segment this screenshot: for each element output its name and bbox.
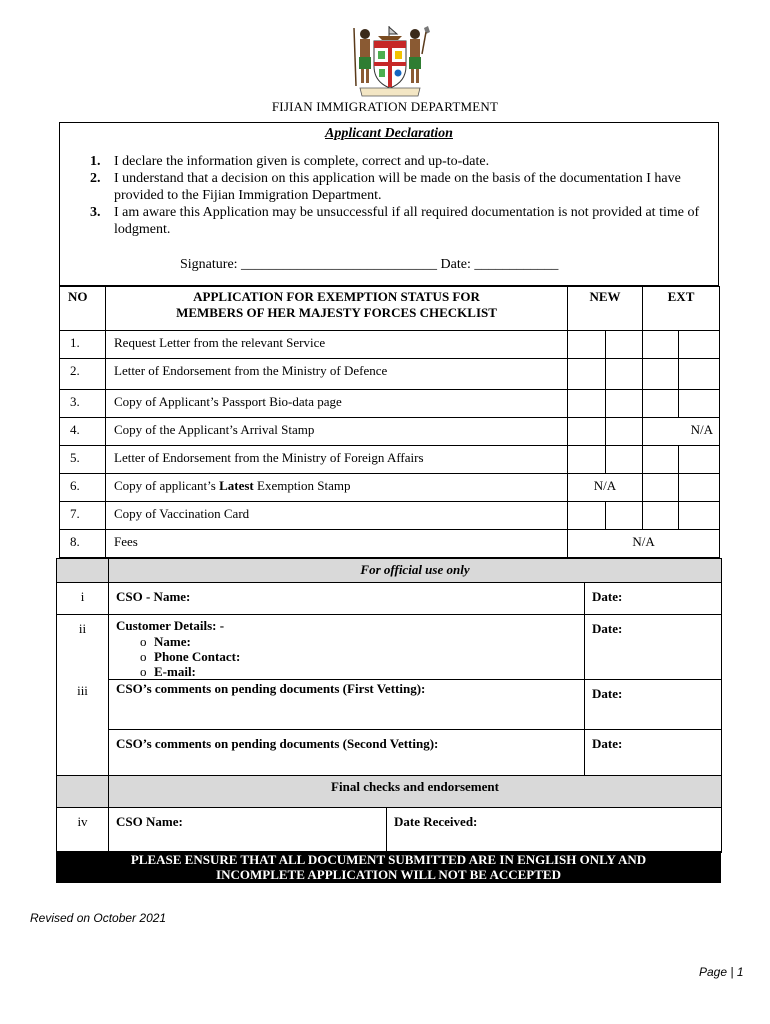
banner-line1: PLEASE ENSURE THAT ALL DOCUMENT SUBMITTED ARE IN ENGLISH ONLY AND: [130, 852, 647, 867]
ext-checkbox-a[interactable]: [643, 390, 679, 418]
row-number: 3.: [60, 390, 106, 418]
date-field[interactable]: Date:: [585, 730, 722, 776]
row-numbers-ii-iii: [57, 615, 109, 776]
row-number: 8.: [60, 530, 106, 558]
cso-name-field-2[interactable]: CSO Name:: [109, 808, 387, 853]
table-row: [57, 615, 722, 680]
page-label: Page: [699, 965, 728, 979]
row-number: 2.: [60, 359, 106, 390]
column-header-no: NO: [60, 287, 106, 331]
desc-text: Copy of applicant’s: [114, 478, 220, 493]
first-vetting-field[interactable]: CSO’s comments on pending documents (First Vetting):: [109, 680, 585, 730]
item-text: I declare the information given is complete, correct and up-to-date.: [114, 154, 490, 169]
customer-details-field[interactable]: [109, 615, 585, 680]
option-email: o E-mail:: [140, 664, 584, 679]
official-header-spacer: [57, 559, 109, 583]
ext-checkbox-b[interactable]: [679, 390, 720, 418]
row-number: 7.: [60, 502, 106, 530]
desc-text: Copy of the Applicant’s Arrival Stamp: [114, 422, 315, 437]
desc-text: Copy of Applicant’s Passport Bio-data page: [114, 394, 342, 409]
desc-bold-text: Latest: [219, 478, 254, 493]
desc-text: Request Letter from the relevant Service: [114, 335, 326, 350]
row-description: [106, 390, 568, 418]
customer-details-label: Customer Details: -: [116, 618, 225, 633]
row-description: [106, 359, 568, 390]
item-number: 2.: [90, 171, 101, 186]
fiji-coat-of-arms-icon: [348, 24, 432, 100]
table-row: [60, 502, 720, 530]
row-description: [106, 474, 568, 502]
declaration-list: [84, 153, 714, 238]
revision-note: Revised on October 2021: [30, 911, 167, 925]
table-row: [60, 331, 720, 359]
new-checkbox-b[interactable]: [606, 446, 643, 474]
row-number: 6.: [60, 474, 106, 502]
table-row: [60, 418, 720, 446]
row-description: [106, 418, 568, 446]
row-number: iii: [77, 683, 88, 698]
declaration-item: [84, 204, 714, 238]
official-use-header: For official use only: [109, 559, 722, 583]
item-number: 3.: [90, 205, 101, 220]
ext-checkbox-a[interactable]: [643, 502, 679, 530]
declaration-item: [84, 153, 714, 170]
applicant-declaration-box: [59, 122, 719, 286]
column-header-checklist: [106, 287, 568, 331]
row-description: [106, 331, 568, 359]
declaration-title: Applicant Declaration: [325, 126, 453, 141]
department-title: FIJIAN IMMIGRATION DEPARTMENT: [271, 99, 499, 114]
row-number: iv: [57, 808, 109, 853]
new-checkbox-b[interactable]: [606, 418, 643, 446]
banner-line2: INCOMPLETE APPLICATION WILL NOT BE ACCEPTED: [216, 867, 561, 882]
date-received-field[interactable]: Date Received:: [387, 808, 722, 853]
new-checkbox-a[interactable]: [568, 446, 606, 474]
row-number: ii: [78, 621, 87, 636]
row-number: 4.: [60, 418, 106, 446]
new-checkbox-a[interactable]: [568, 390, 606, 418]
table-row: [57, 583, 722, 615]
table-row: [60, 530, 720, 558]
row-description: [106, 446, 568, 474]
checklist-title-line1: APPLICATION FOR EXEMPTION STATUS FOR: [193, 289, 480, 304]
ext-checkbox-b[interactable]: [679, 359, 720, 390]
new-checkbox-b[interactable]: [606, 502, 643, 530]
page-separator: |: [730, 965, 734, 979]
desc-text: Letter of Endorsement from the Ministry of Foreign Affairs: [114, 450, 424, 465]
date-field[interactable]: Date:: [585, 583, 722, 615]
new-checkbox-a[interactable]: [568, 331, 606, 359]
column-header-ext: EXT: [643, 287, 720, 331]
desc-text: Letter of Endorsement from the Ministry of Defence: [114, 363, 388, 378]
table-row: [57, 730, 722, 776]
ext-checkbox-b[interactable]: [679, 331, 720, 359]
ext-na: N/A: [643, 418, 720, 446]
page-number: [699, 965, 744, 979]
row-number: 5.: [60, 446, 106, 474]
ext-checkbox-b[interactable]: [679, 446, 720, 474]
table-row: [60, 446, 720, 474]
table-row: [60, 390, 720, 418]
page-number-value: 1: [736, 965, 744, 979]
desc-text: Fees: [114, 534, 138, 549]
row-number: i: [57, 583, 109, 615]
final-checks-spacer: [57, 776, 109, 808]
signature-date-line[interactable]: Signature: ____________________________ Date: ____________: [180, 257, 559, 272]
table-row: [60, 359, 720, 390]
exemption-checklist-table: [59, 286, 720, 558]
item-number: 1.: [90, 154, 101, 169]
new-checkbox-b[interactable]: [606, 359, 643, 390]
new-checkbox-b[interactable]: [606, 331, 643, 359]
ext-checkbox-a[interactable]: [643, 359, 679, 390]
table-row: [60, 474, 720, 502]
customer-details-options: [116, 634, 584, 679]
new-checkbox-a[interactable]: [568, 418, 606, 446]
fees-na: N/A: [568, 530, 720, 558]
row-description: [106, 530, 568, 558]
ext-checkbox-a[interactable]: [643, 331, 679, 359]
option-phone: o Phone Contact:: [140, 649, 584, 664]
warning-banner: [56, 851, 721, 883]
table-row: [57, 808, 722, 853]
desc-text: Copy of Vaccination Card: [114, 506, 250, 521]
ext-checkbox-b[interactable]: [679, 474, 720, 502]
row-number: 1.: [60, 331, 106, 359]
ext-checkbox-b[interactable]: [679, 502, 720, 530]
second-vetting-field[interactable]: CSO’s comments on pending documents (Second Vetting):: [109, 730, 585, 776]
cso-name-field[interactable]: CSO - Name:: [109, 583, 585, 615]
new-checkbox-a[interactable]: [568, 359, 606, 390]
final-checks-header: Final checks and endorsement: [109, 776, 722, 808]
option-name: o Name:: [140, 634, 584, 649]
official-use-table: [56, 558, 722, 853]
table-row: [57, 776, 722, 808]
row-description: [106, 502, 568, 530]
desc-text: Exemption Stamp: [253, 478, 351, 493]
checklist-title-line2: MEMBERS OF HER MAJESTY FORCES CHECKLIST: [176, 305, 497, 320]
item-text: I am aware this Application may be unsuccessful if all required documentation is not provided at time of lodgment.: [114, 205, 700, 237]
column-header-new: NEW: [568, 287, 643, 331]
table-row: [57, 680, 722, 730]
item-text: I understand that a decision on this application will be made on the basis of the documentation I have provided to the Fijian Immigration Department.: [114, 171, 681, 203]
new-checkbox-a[interactable]: [568, 502, 606, 530]
ext-checkbox-a[interactable]: [643, 474, 679, 502]
new-na: N/A: [568, 474, 643, 502]
new-checkbox-b[interactable]: [606, 390, 643, 418]
declaration-item: [84, 170, 714, 204]
date-field[interactable]: Date:: [585, 615, 722, 680]
ext-checkbox-a[interactable]: [643, 446, 679, 474]
date-field[interactable]: Date:: [585, 680, 722, 730]
